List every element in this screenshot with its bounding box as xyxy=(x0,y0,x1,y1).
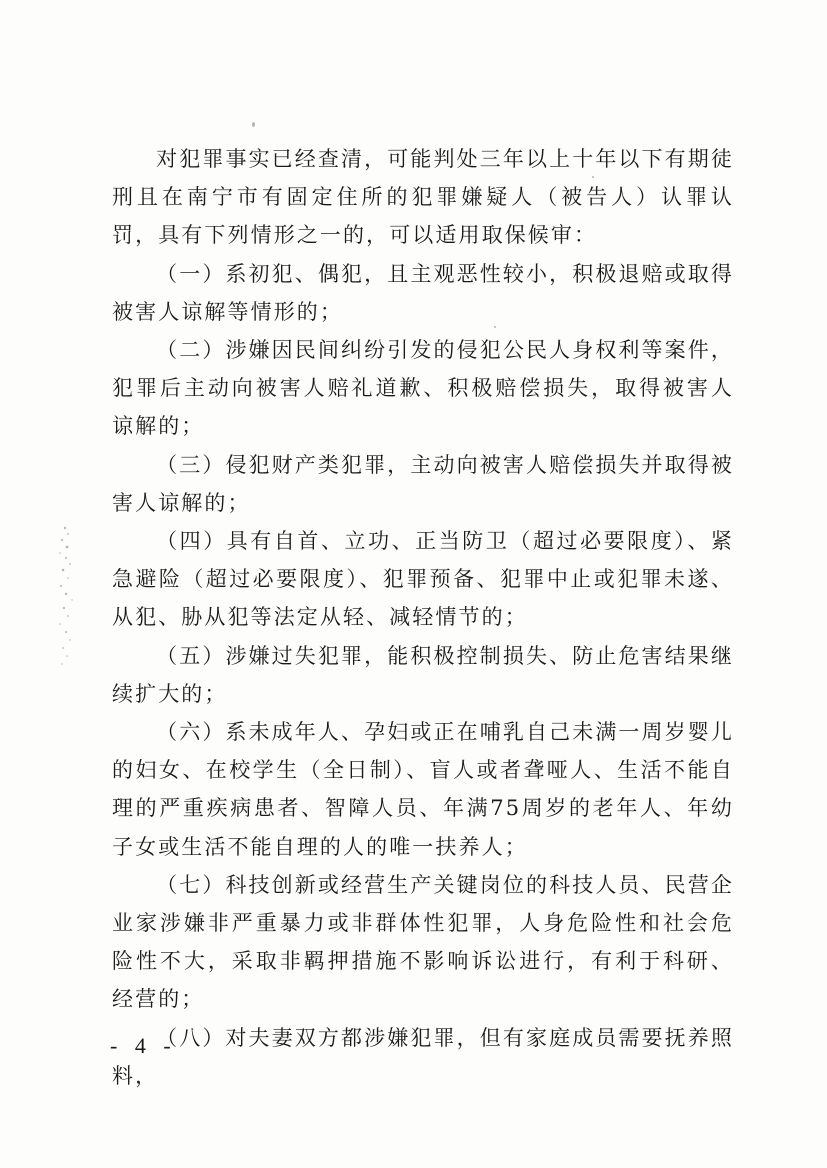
paragraph-item-2: （二）涉嫌因民间纠纷引发的侵犯公民人身权利等案件，犯罪后主动向被害人赔礼道歉、积极赔偿损失，取得被害人谅解的； xyxy=(112,338,734,439)
scan-edge-noise xyxy=(48,520,82,670)
paragraph-item-8: （八）对夫妻双方都涉嫌犯罪，但有家庭成员需要抚养照料， xyxy=(112,1025,734,1088)
paragraph-item-3: （三）侵犯财产类犯罪，主动向被害人赔偿损失并取得被害人谅解的； xyxy=(112,452,734,515)
paragraph-item-7: （七）科技创新或经营生产关键岗位的科技人员、民营企业家涉嫌非严重暴力或非群体性犯罪，人身危险性和社会危险性不大，采取非羁押措施不影响诉讼进行，有利于科研、经营的； xyxy=(112,872,734,1012)
page-number: - 4 - xyxy=(110,1033,177,1058)
document-body xyxy=(112,140,734,1095)
paragraph-item-6: （六）系未成年人、孕妇或正在哺乳自己未满一周岁婴儿的妇女、在校学生（全日制）、盲人或者聋哑人、生活不能自理的严重疾病患者、智障人员、年满75周岁的老年人、年幼子女或生活不能自理的人的唯一扶养人； xyxy=(112,720,734,859)
scan-speck xyxy=(252,122,255,127)
paragraph-intro: 对犯罪事实已经查清，可能判处三年以上十年以下有期徒刑且在南宁市有固定住所的犯罪嫌疑人（被告人）认罪认罚，具有下列情形之一的，可以适用取保候审： xyxy=(112,147,734,248)
paragraph-item-1: （一）系初犯、偶犯，且主观恶性较小，积极退赔或取得被害人谅解等情形的； xyxy=(112,261,734,324)
paragraph-item-4: （四）具有自首、立功、正当防卫（超过必要限度）、紧急避险（超过必要限度）、犯罪预备、犯罪中止或犯罪未遂、从犯、胁从犯等法定从轻、减轻情节的； xyxy=(112,529,734,630)
paragraph-item-5: （五）涉嫌过失犯罪，能积极控制损失、防止危害结果继续扩大的； xyxy=(112,643,734,706)
